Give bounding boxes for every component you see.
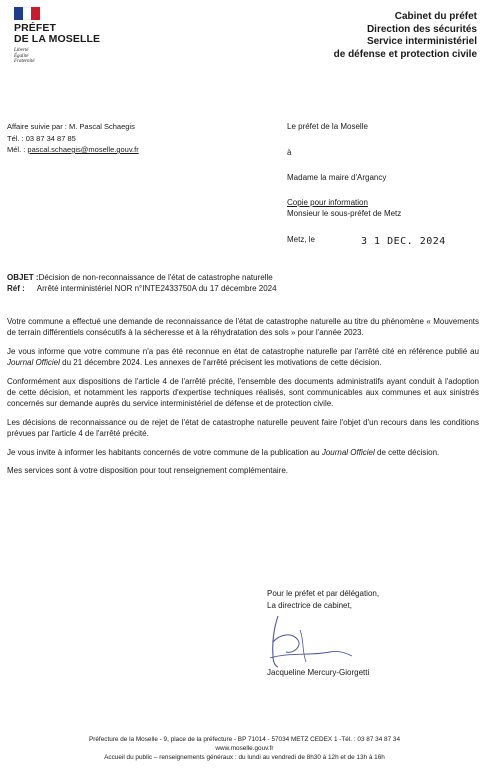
sender-email-row: Mél. : pascal.schaegis@moselle.gouv.fr <box>7 145 139 154</box>
recipient-name: Madame la maire d'Argancy <box>287 173 387 182</box>
letter-body <box>7 316 479 483</box>
date-stamp: 3 1 DEC. 2024 <box>361 235 446 247</box>
republic-motto: Liberté Égalité Fraternité <box>14 48 35 65</box>
reference-line: Réf : Arrêté interministériel NOR n°INTE2433750A du 17 décembre 2024 <box>7 284 277 293</box>
paragraph: Les décisions de reconnaissance ou de rejet de l'état de catastrophe naturelle peuvent faire l'objet d'un recours dans les conditions prévues par l'article 4 de l'arrêté précité. <box>7 417 479 439</box>
subject-line: OBJET :Décision de non-reconnaissance de l'état de catastrophe naturelle <box>7 273 273 282</box>
copy-label: Copie pour information <box>287 197 368 207</box>
french-flag-icon <box>14 7 40 20</box>
paragraph: Je vous informe que votre commune n'a pas été reconnue en état de catastrophe naturelle par l'arrêté cité en référence publié au Journal Officiel du 21 décembre 2024. Les annexes de l'arrêté précisent les motivations de cette décision. <box>7 346 479 368</box>
paragraph: Je vous invite à informer les habitants concernés de votre commune de la publication au Journal Officiel de cette décision. <box>7 447 440 457</box>
sender-title: Le préfet de la Moselle <box>287 122 368 131</box>
sender-email-link[interactable]: pascal.schaegis@moselle.gouv.fr <box>27 145 139 154</box>
subject-block <box>7 272 277 294</box>
case-officer: Affaire suivie par : M. Pascal Schaegis <box>7 122 135 131</box>
sender-phone: Tél. : 03 87 34 87 85 <box>7 133 76 143</box>
signature-block: Pour le préfet et par délégation, La directrice de cabinet, <box>267 589 380 610</box>
paragraph: Mes services sont à votre disposition pour tout renseignement complémentaire. <box>7 466 289 476</box>
handwritten-signature <box>240 612 360 672</box>
prefecture-logo <box>14 7 124 65</box>
date-line <box>287 234 446 246</box>
footer-website: www.moselle.gouv.fr <box>215 745 274 752</box>
place: Metz, le <box>287 234 316 244</box>
paragraph: Conformément aux dispositions de l'article 4 de l'arrêté précité, l'ensemble des documents administratifs ayant conduit à l'adoption de cette décision, et notamment les rapports d'expertise techniques réalisés, sont communicables aux communes et aux sinistrés concernés sur demande auprès du service interministériel de défense et de protection civile. <box>7 376 479 409</box>
footer-hours: Accueil du public – renseignements généraux : du lundi au vendredi de 8h30 à 12h et de 13h à 16h <box>104 754 385 761</box>
service-header: Cabinet du préfet Direction des sécurités Service interministériel de défense et protection civile <box>333 11 477 60</box>
recipient-block <box>287 121 446 245</box>
logo-title: PRÉFET DE LA MOSELLE <box>14 22 101 45</box>
sender-block <box>7 121 139 156</box>
recipient-to: à <box>287 147 292 157</box>
page-footer <box>0 735 489 762</box>
footer-address: Préfecture de la Moselle - 9, place de la préfecture - BP 71014 - 57034 METZ CEDEX 1 -Tél. : 03 87 34 87 34 <box>88 736 401 743</box>
copy-recipient: Monsieur le sous-préfet de Metz <box>287 209 402 218</box>
signer-name: Jacqueline Mercury-Giorgetti <box>267 668 370 677</box>
paragraph: Votre commune a effectué une demande de reconnaissance de l'état de catastrophe naturelle au titre du phénomène « Mouvements de terrain différentiels consécutifs à la sécheresse et à la réhydratation des sols » pour l'année 2023. <box>7 317 479 338</box>
